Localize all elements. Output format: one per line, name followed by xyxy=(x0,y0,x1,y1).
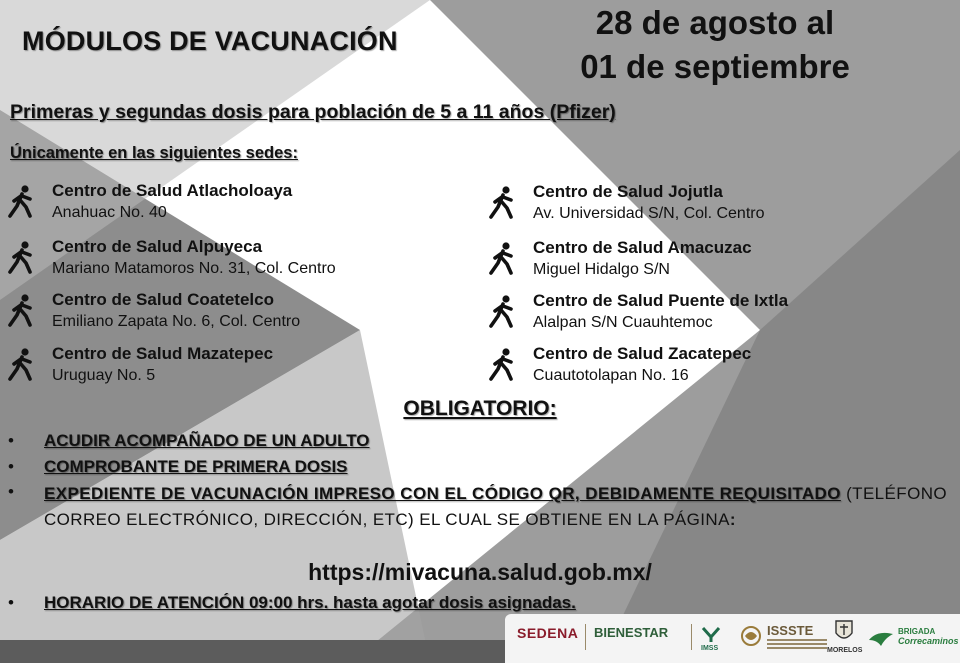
requirement-detail-text: (TELÉFONO CORREO ELECTRÓNICO, DIRECCIÓN, ETC) EL CUAL SE OBTIENE EN LA PÁGINA xyxy=(44,484,947,529)
walking-person-icon xyxy=(487,348,517,382)
site-name: Centro de Salud Mazatepec xyxy=(52,344,274,363)
site-name: Centro de Salud Zacatepec xyxy=(533,344,752,363)
bullet-glyph: • xyxy=(8,457,14,476)
morelos-logo: MORELOS xyxy=(827,647,863,654)
requirement-text: COMPROBANTE DE PRIMERA DOSIS xyxy=(44,457,348,476)
site-address: Miguel Hidalgo S/N xyxy=(533,261,670,278)
site-address: Anahuac No. 40 xyxy=(52,204,167,221)
requirement-text-block xyxy=(44,481,947,532)
institution-logos xyxy=(505,614,960,663)
site-address: Cuautotolapan No. 16 xyxy=(533,367,689,384)
date-range-start: 28 de agosto al xyxy=(595,4,835,41)
walking-person-icon xyxy=(6,241,36,275)
requirement-bold-text: EXPEDIENTE DE VACUNACIÓN IMPRESO CON EL CÓDIGO QR, DEBIDAMENTE REQUISITADO xyxy=(44,484,841,503)
logo-separator xyxy=(585,624,586,650)
morelos-shield-icon xyxy=(834,619,854,643)
bullet-glyph: • xyxy=(8,482,14,501)
issste-emblem-icon xyxy=(739,624,763,648)
imss-eagle-icon xyxy=(700,622,722,644)
walking-person-icon xyxy=(6,348,36,382)
site-name: Centro de Salud Puente de Ixtla xyxy=(533,291,789,310)
site-name: Centro de Salud Alpuyeca xyxy=(52,237,263,256)
requirement-colon: : xyxy=(729,509,736,529)
sedena-logo: SEDENA xyxy=(517,625,579,641)
requirement-text: HORARIO DE ATENCIÓN 09:00 hrs. hasta agotar dosis asignadas. xyxy=(44,593,576,612)
brigada-bird-icon xyxy=(867,628,895,648)
vaccine-website-url: https://mivacuna.salud.gob.mx/ xyxy=(308,559,652,585)
bienestar-logo: BIENESTAR xyxy=(594,625,669,640)
site-address: Alalpan S/N Cuauhtemoc xyxy=(533,314,713,331)
logo-separator xyxy=(691,624,692,650)
walking-person-icon xyxy=(487,186,517,220)
correcaminos-logo: Correcaminos xyxy=(898,636,959,646)
issste-tagline-lines xyxy=(767,639,827,641)
walking-person-icon xyxy=(487,242,517,276)
date-range-end: 01 de septiembre xyxy=(580,48,850,85)
site-address: Mariano Matamoros No. 31, Col. Centro xyxy=(52,260,336,277)
brigada-logo: BRIGADA xyxy=(898,627,936,636)
walking-person-icon xyxy=(6,294,36,328)
site-address: Emiliano Zapata No. 6, Col. Centro xyxy=(52,313,301,330)
page-title: MÓDULOS DE VACUNACIÓN xyxy=(22,26,398,56)
bullet-glyph: • xyxy=(8,593,14,612)
site-address: Uruguay No. 5 xyxy=(52,367,156,384)
walking-person-icon xyxy=(487,295,517,329)
subtitle: Primeras y segundas dosis para población de 5 a 11 años (Pfizer) xyxy=(10,101,616,123)
walking-person-icon xyxy=(6,185,36,219)
site-name: Centro de Salud Atlacholoaya xyxy=(52,181,293,200)
sedes-intro: Únicamente en las siguientes sedes: xyxy=(10,144,298,162)
imss-logo: IMSS xyxy=(701,645,719,652)
obligatorio-heading: OBLIGATORIO: xyxy=(403,397,557,420)
requirement-text: ACUDIR ACOMPAÑADO DE UN ADULTO xyxy=(44,431,370,450)
site-name: Centro de Salud Jojutla xyxy=(533,182,723,201)
site-name: Centro de Salud Coatetelco xyxy=(52,290,274,309)
site-address: Av. Universidad S/N, Col. Centro xyxy=(533,205,765,222)
issste-logo: ISSSTE xyxy=(767,623,814,638)
bullet-glyph: • xyxy=(8,431,14,450)
site-name: Centro de Salud Amacuzac xyxy=(533,238,752,257)
